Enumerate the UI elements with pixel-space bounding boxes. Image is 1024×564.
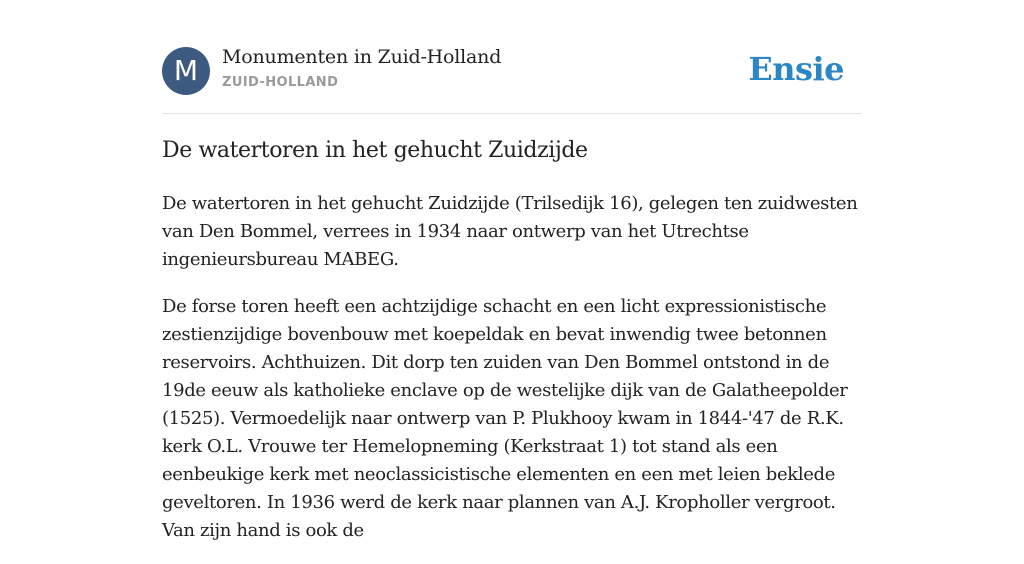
source-subtitle[interactable]: ZUID-HOLLAND — [222, 75, 339, 90]
article-body — [162, 190, 867, 564]
source-avatar[interactable]: M — [162, 47, 210, 95]
article-title: De watertoren in het gehucht Zuidzijde — [162, 138, 588, 163]
source-header — [162, 46, 862, 96]
ensie-logo[interactable]: Ensie — [748, 50, 844, 88]
article-paragraph: De watertoren in het gehucht Zuidzijde (Trilsedijk 16), gelegen ten zuidwesten van Den Bommel, verrees in 1934 naar ontwerp van het Utrechtse ingenieursbureau MABEG. — [162, 193, 858, 270]
header-divider — [162, 113, 862, 114]
source-title[interactable]: Monumenten in Zuid-Holland — [222, 46, 502, 68]
article-paragraph: De forse toren heeft een achtzijdige schacht en een licht expressionistische zestienzijdige bovenbouw met koepeldak en bevat inwendig twee betonnen reservoirs. Achthuizen. Dit dorp ten zuiden van Den Bommel ontstond in de 19de eeuw als katholieke enclave op de westelijke dijk van de Galatheepolder (1525). Vermoedelijk naar ontwerp van P. Plukhooy kwam in 1844-'47 de R.K. kerk O.L. Vrouwe ter Hemelopneming (Kerkstraat 1) tot stand als een eenbeukige kerk met neoclassicistische elementen en een met leien beklede geveltoren. In 1936 werd de kerk naar plannen van A.J. Kropholler vergroot. Van zijn hand is ook de — [162, 296, 848, 541]
